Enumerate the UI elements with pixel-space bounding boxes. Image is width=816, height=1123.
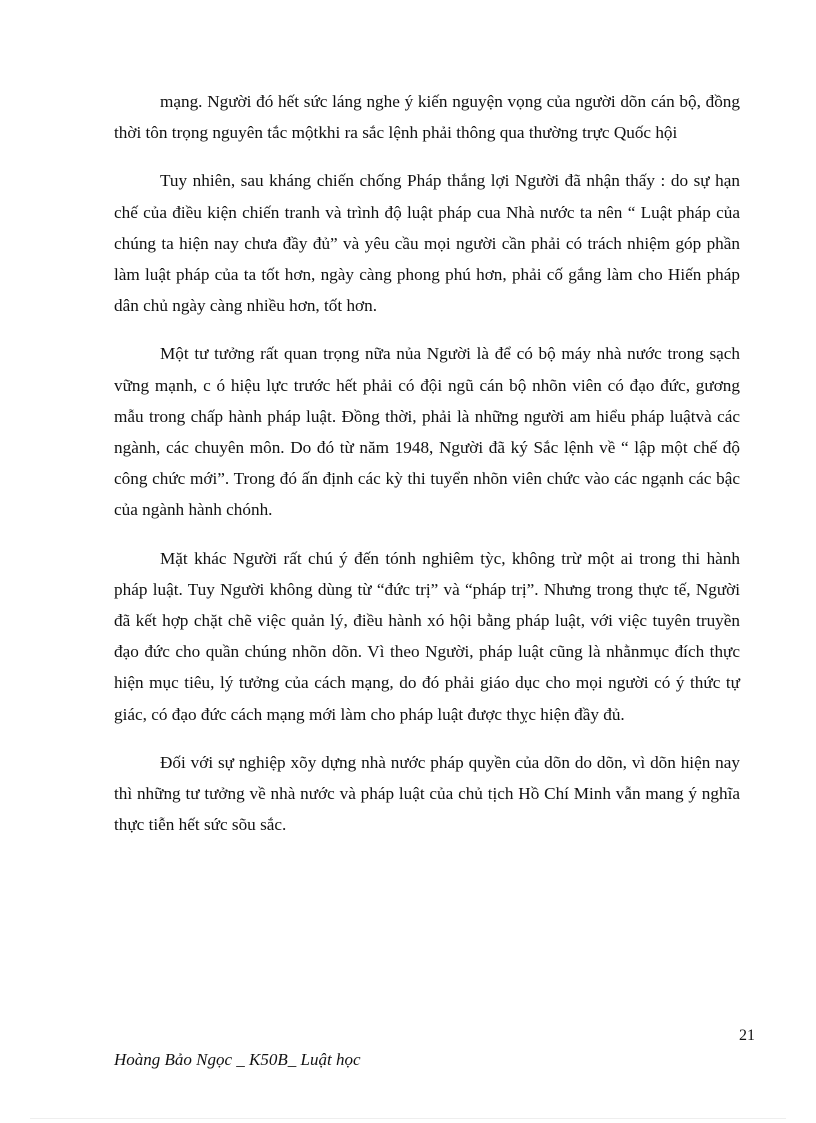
paragraph-4: Mặt khác Người rất chú ý đến tónh nghiêm tỳc, không trừ một ai trong thi hành pháp luật. Tuy Người không dùng từ “đức trị” và “pháp trị”. Nhưng trong thực tế, Người đã kết hợp chặt chẽ việc quản lý, điều hành xó hội bằng pháp luật, với việc tuyên truyền đạo đức cho quần chúng nhõn dõn. Vì theo Người, pháp luật cũng là nhằnmục đích thực hiện mục tiêu, lý tưởng của cách mạng, do đó phải giáo dục cho mọi người có ý thức tự giác, có đạo đức cách mạng mới làm cho pháp luật được thỵc hiện đầy đủ. xyxy=(114,548,740,724)
paragraph-2: Tuy nhiên, sau kháng chiến chống Pháp thắng lợi Người đã nhận thấy : do sự hạn chế của điều kiện chiến tranh và trình độ luật pháp cua Nhà nước ta nên “ Luật pháp của chúng ta hiện nay chưa đầy đủ” và yêu cầu mọi người cần phải có trách nhiệm góp phần làm luật pháp của ta tốt hơn, ngày càng phong phú hơn, phải cố gắng làm cho Hiến pháp dân chủ ngày càng nhiều hơn, tốt hơn. xyxy=(114,171,740,316)
footer-author: Hoàng Bảo Ngọc _ K50B_ Luật học xyxy=(114,1050,361,1069)
bottom-divider xyxy=(30,1118,786,1119)
paragraph-5: Đối với sự nghiệp xõy dựng nhà nước pháp quyền của dõn do dõn, vì dõn hiện nay thì những tư tưởng về nhà nước và pháp luật của chủ tịch Hồ Chí Minh vẫn mang ý nghĩa thực tiễn hết sức sõu sắc. xyxy=(114,752,740,835)
body-text xyxy=(114,86,740,857)
paragraph-1: mạng. Người đó hết sức láng nghe ý kiến nguyện vọng của người dõn cán bộ, đồng thời tôn trọng nguyên tắc mộtkhi ra sắc lệnh phải thông qua thường trực Quốc hội xyxy=(114,92,740,143)
paragraph-3: Một tư tưởng rất quan trọng nữa nủa Người là để có bộ máy nhà nước trong sạch vững mạnh, c ó hiệu lực trước hết phải có đội ngũ cán bộ nhõn viên có đạo đức, gương mẫu trong chấp hành pháp luật. Đồng thời, phải là những người am hiểu pháp luậtvà các ngành, các chuyên môn. Do đó từ năm 1948, Người đã ký Sắc lệnh về “ lập một chế độ công chức mới”. Trong đó ấn định các kỳ thi tuyển nhõn viên chức vào các ngạnh các bậc của ngành hành chónh. xyxy=(114,344,740,520)
page-number: 21 xyxy=(739,1027,755,1044)
